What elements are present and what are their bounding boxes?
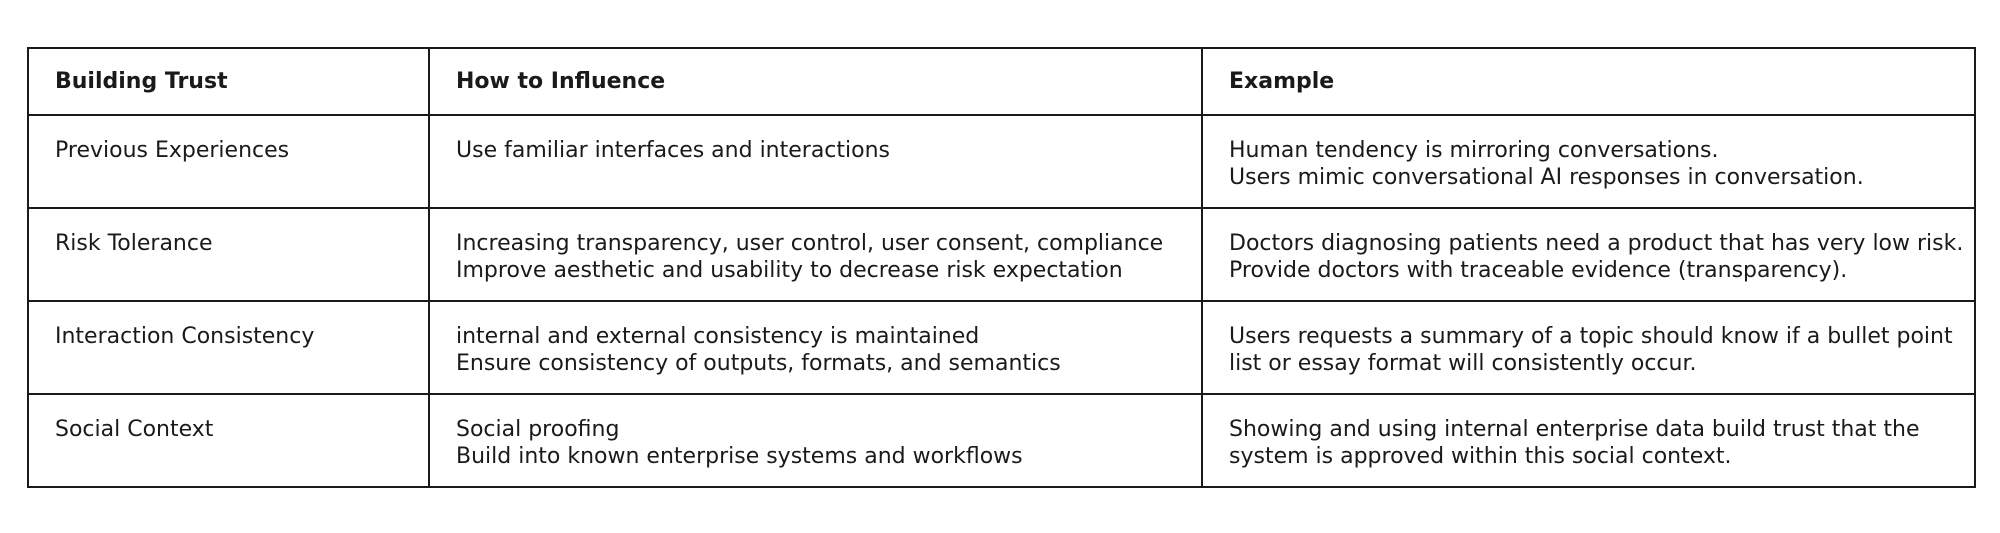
- trust-table-container: [27, 47, 1974, 488]
- header-building-trust: Building Trust: [28, 48, 429, 115]
- influence-line: Build into known enterprise systems and workflows: [456, 444, 1023, 469]
- cell-influence: [429, 208, 1202, 301]
- cell-example: [1202, 301, 1975, 394]
- cell-example: [1202, 115, 1975, 208]
- factor-text: Interaction Consistency: [55, 324, 315, 349]
- cell-influence: [429, 115, 1202, 208]
- table-row: [28, 394, 1975, 487]
- cell-example: [1202, 208, 1975, 301]
- cell-influence: [429, 301, 1202, 394]
- cell-factor: [28, 115, 429, 208]
- cell-example: [1202, 394, 1975, 487]
- influence-line: Improve aesthetic and usability to decrease risk expectation: [456, 258, 1123, 283]
- example-line: Doctors diagnosing patients need a product that has very low risk.: [1229, 231, 1964, 256]
- cell-factor: [28, 394, 429, 487]
- influence-line: Ensure consistency of outputs, formats, and semantics: [456, 351, 1061, 376]
- example-line: Users requests a summary of a topic should know if a bullet point: [1229, 324, 1953, 349]
- cell-influence: [429, 394, 1202, 487]
- cell-factor: [28, 208, 429, 301]
- table-row: [28, 115, 1975, 208]
- factor-text: Previous Experiences: [55, 138, 290, 163]
- table-row: [28, 301, 1975, 394]
- influence-line: Use familiar interfaces and interactions: [456, 138, 891, 163]
- factor-text: Risk Tolerance: [55, 231, 213, 256]
- example-line: Provide doctors with traceable evidence (transparency).: [1229, 258, 1848, 283]
- influence-line: Social proofing: [456, 417, 620, 442]
- header-how-to-influence: How to Influence: [429, 48, 1202, 115]
- cell-factor: [28, 301, 429, 394]
- table-row: [28, 208, 1975, 301]
- example-line: list or essay format will consistently occur.: [1229, 351, 1697, 376]
- trust-table: [27, 47, 1976, 488]
- example-line: system is approved within this social context.: [1229, 444, 1732, 469]
- table-header-row: [28, 48, 1975, 115]
- example-line: Showing and using internal enterprise data build trust that the: [1229, 417, 1920, 442]
- header-example: Example: [1202, 48, 1975, 115]
- influence-line: internal and external consistency is maintained: [456, 324, 980, 349]
- factor-text: Social Context: [55, 417, 214, 442]
- example-line: Human tendency is mirroring conversations.: [1229, 138, 1719, 163]
- influence-line: Increasing transparency, user control, user consent, compliance: [456, 231, 1164, 256]
- example-line: Users mimic conversational AI responses in conversation.: [1229, 165, 1864, 190]
